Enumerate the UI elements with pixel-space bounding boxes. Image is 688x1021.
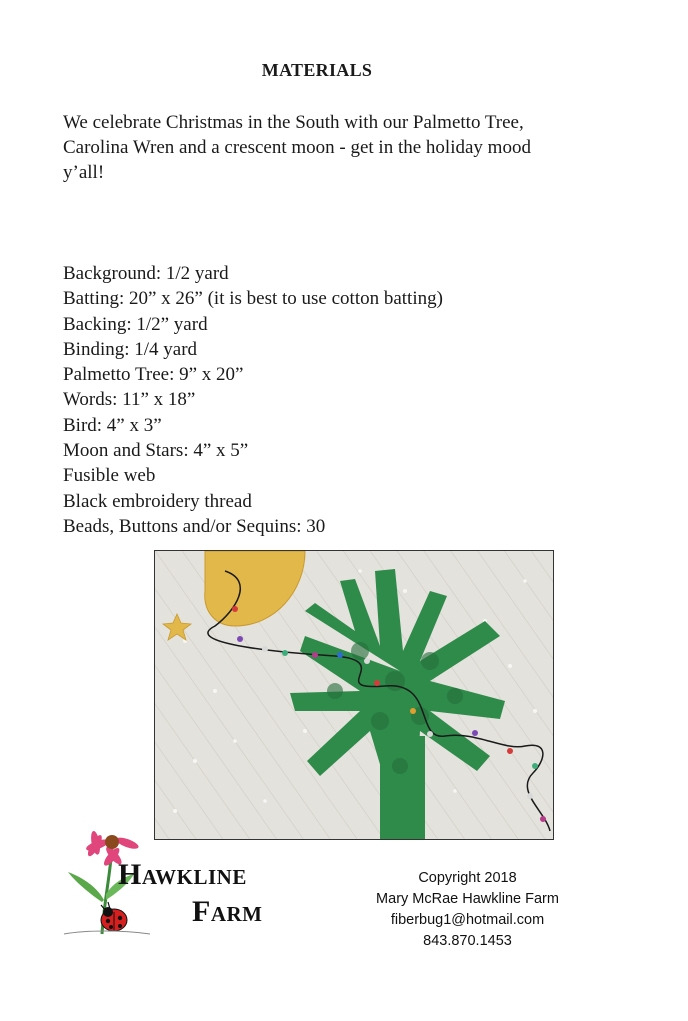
intro-paragraph: We celebrate Christmas in the South with our Palmetto Tree, Carolina Wren and a crescent moon - get in the holiday mood y’all! — [63, 112, 531, 183]
materials-item: Batting: 20” x 26” (it is best to use cotton batting) — [63, 288, 443, 310]
materials-item: Background: 1/2 yard — [63, 263, 229, 284]
logo-word-hawkline: Hawkline — [118, 858, 247, 891]
materials-item: Binding: 1/4 yard — [63, 338, 198, 360]
quilt-illustration — [155, 551, 553, 839]
materials-item: Moon and Stars: 4” x 5” — [63, 440, 249, 462]
copyright-year: Copyright 2018 — [418, 870, 517, 886]
materials-item: Words: 11” x 18” — [63, 389, 196, 411]
materials-item: Fusible web — [63, 465, 156, 487]
copyright-owner: Mary McRae Hawkline Farm — [376, 891, 559, 907]
page-heading: MATERIALS — [261, 60, 373, 80]
materials-item: Bird: 4” x 3” — [63, 414, 162, 436]
hawkline-farm-logo — [62, 822, 292, 942]
materials-item: Black embroidery thread — [63, 490, 252, 512]
materials-item: Palmetto Tree: 9” x 20” — [63, 364, 244, 386]
materials-item: Backing: 1/2” yard — [63, 313, 208, 335]
contact-email: fiberbug1@hotmail.com — [390, 912, 545, 928]
quilt-photo — [154, 550, 554, 840]
contact-phone: 843.870.1453 — [423, 933, 512, 949]
copyright-block — [350, 868, 585, 952]
logo-word-farm: Farm — [192, 895, 263, 928]
materials-list — [63, 261, 443, 539]
materials-item: Beads, Buttons and/or Sequins: 30 — [63, 515, 326, 537]
